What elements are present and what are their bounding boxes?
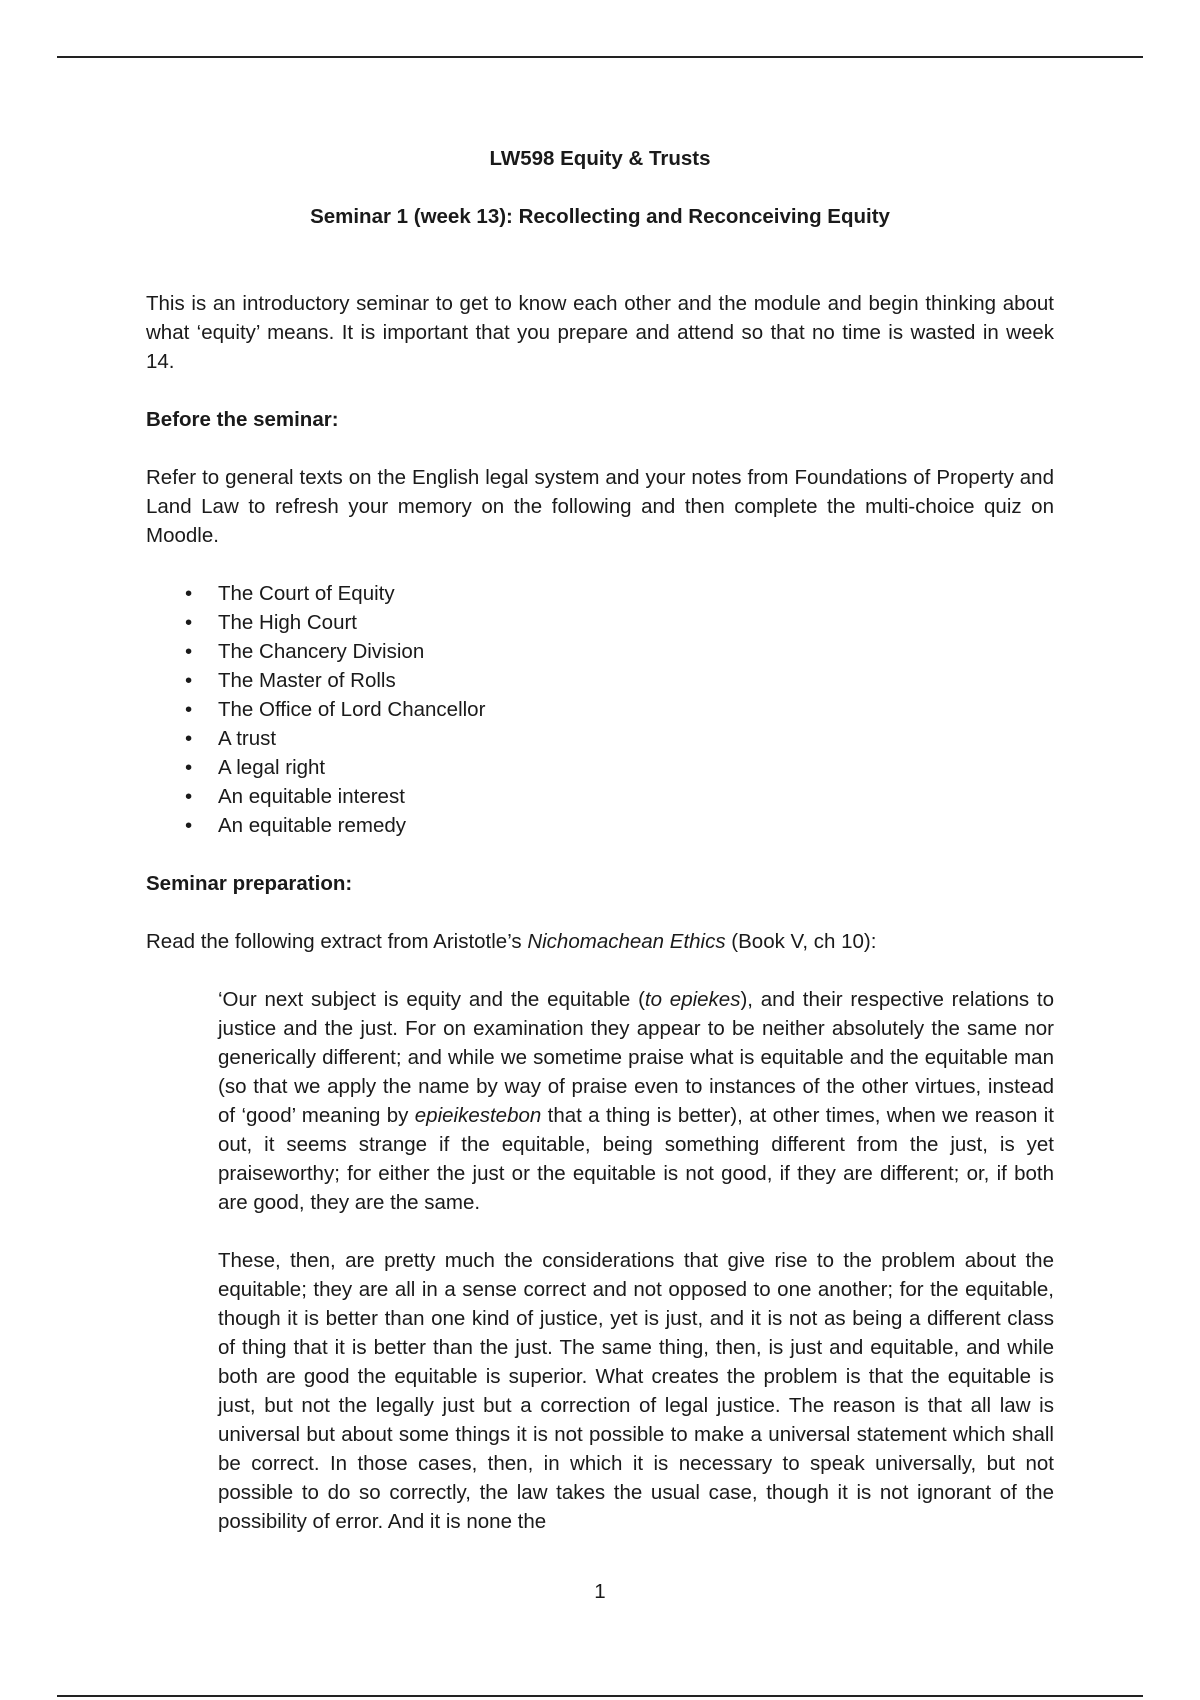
list-item bbox=[146, 811, 1054, 840]
list-item bbox=[146, 782, 1054, 811]
list-item-text: The Office of Lord Chancellor bbox=[218, 698, 486, 721]
reading-instruction bbox=[146, 927, 1054, 956]
list-item-text: The Court of Equity bbox=[218, 582, 395, 605]
bullet-icon: • bbox=[185, 669, 193, 692]
list-item bbox=[146, 724, 1054, 753]
extract-paragraph-1 bbox=[218, 985, 1054, 1217]
bullet-icon: • bbox=[185, 727, 193, 750]
intro-paragraph: This is an introductory seminar to get to know each other and the module and begin thinking about what ‘equity’ means. It is important that you prepare and attend so that no time is wasted in week 14. bbox=[146, 292, 1054, 373]
topic-list bbox=[146, 579, 1054, 840]
extract-text: ‘Our next subject is equity and the equitable ( bbox=[218, 988, 645, 1011]
list-item-text: A legal right bbox=[218, 756, 326, 779]
bullet-icon: • bbox=[185, 582, 193, 605]
extract-text: that a thing is better), at other times, when we reason it out, it seems strange if the equitable, being something different from the just, is yet praiseworthy; for either the just or the equitable is not good, if they are different; or, if both are good, they are the same. bbox=[218, 1104, 1054, 1214]
document-title: LW598 Equity & Trusts bbox=[489, 147, 711, 170]
page-number: 1 bbox=[594, 1580, 606, 1603]
list-item bbox=[146, 579, 1054, 608]
document-page bbox=[146, 144, 1054, 1536]
bottom-rule bbox=[57, 1695, 1143, 1697]
seminar-preparation-heading: Seminar preparation: bbox=[146, 872, 353, 895]
list-item-text: A trust bbox=[218, 727, 277, 750]
list-item-text: The High Court bbox=[218, 611, 358, 634]
list-item-text: An equitable remedy bbox=[218, 814, 407, 837]
extract-italic-term: to epiekes bbox=[644, 988, 741, 1011]
list-item bbox=[146, 695, 1054, 724]
document-subtitle: Seminar 1 (week 13): Recollecting and Reconceiving Equity bbox=[310, 205, 890, 228]
bullet-icon: • bbox=[185, 814, 193, 837]
bullet-icon: • bbox=[185, 756, 193, 779]
list-item bbox=[146, 637, 1054, 666]
list-item bbox=[146, 608, 1054, 637]
bullet-icon: • bbox=[185, 611, 193, 634]
extract-paragraph-2: These, then, are pretty much the considerations that give rise to the problem about the equitable; they are all in a sense correct and not opposed to one another; for the equitable, though it is better than one kind of justice, yet is just, and it is not as being a different class of thing that it is better than the just. The same thing, then, is just and equitable, and while both are good the equitable is superior. What creates the problem is that the equitable is just, but not the legally just but a correction of legal justice. The reason is that all law is universal but about some things it is not possible to make a universal statement which shall be correct. In those cases, then, in which it is necessary to speak universally, but not possible to do so correctly, the law takes the usual case, though it is not ignorant of the possibility of error. And it is none the bbox=[218, 1249, 1054, 1533]
bullet-icon: • bbox=[185, 785, 193, 808]
book-title: Nichomachean Ethics bbox=[527, 930, 726, 953]
list-item bbox=[146, 753, 1054, 782]
bullet-icon: • bbox=[185, 698, 193, 721]
list-item bbox=[146, 666, 1054, 695]
list-item-text: The Chancery Division bbox=[218, 640, 425, 663]
reading-instruction-suffix: (Book V, ch 10): bbox=[725, 930, 877, 953]
aristotle-extract bbox=[218, 985, 1054, 1536]
bullet-icon: • bbox=[185, 640, 193, 663]
top-rule bbox=[57, 56, 1143, 58]
list-item-text: The Master of Rolls bbox=[218, 669, 396, 692]
before-seminar-heading: Before the seminar: bbox=[146, 408, 339, 431]
before-seminar-paragraph: Refer to general texts on the English legal system and your notes from Foundations of Property and Land Law to refresh your memory on the following and then complete the multi-choice quiz on Moodle. bbox=[146, 466, 1054, 547]
extract-text: ), and their respective relations to justice and the just. For on examination they appear to be neither absolutely the same nor generically different; and while we sometime praise what is equitable and the equitable man (so that we apply the name by way of praise even to instances of the other virtues, instead of ‘good’ meaning by bbox=[218, 988, 1054, 1127]
extract-italic-term: epieikestebon bbox=[414, 1104, 542, 1127]
reading-instruction-prefix: Read the following extract from Aristotle’s bbox=[146, 930, 528, 953]
list-item-text: An equitable interest bbox=[218, 785, 405, 808]
